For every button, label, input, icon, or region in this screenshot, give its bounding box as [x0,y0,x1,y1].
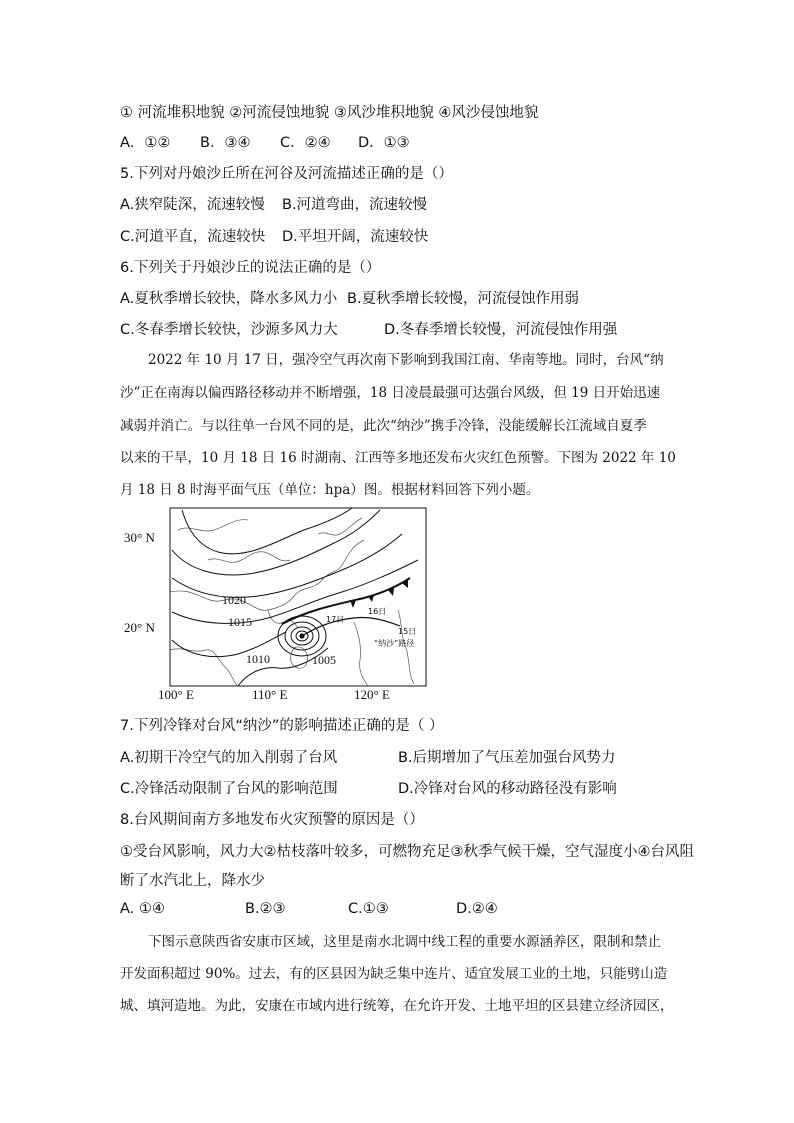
passage2-line-3: 城、填河造地。为此，安康在市域内进行统筹，在允许开发、土地平坦的区县建立经济园区， [120,998,674,1014]
q6-option-b: B.夏秋季增长较慢，河流侵蚀作用弱 [347,291,580,307]
lat-label-30n: 30° N [124,530,155,545]
q8-items-line-1: ①受台风影响，风力大②枯枝落叶较多，可燃物充足③秋季气候干燥，空气湿度小④台风阻 [120,844,694,860]
lon-label-100e: 100° E [158,687,194,702]
q4-option-b: B．③④ [200,135,251,151]
q6-stem: 6.下列关于丹娘沙丘的说法正确的是（） [120,260,381,276]
q7-stem: 7.下列冷锋对台风“纳沙”的影响描述正确的是（ ） [120,718,444,734]
q6-option-c: C.冬春季增长较快，沙源多风力大 [120,322,338,338]
lon-label-110e: 110° E [252,687,288,702]
q4-option-d: D．①③ [358,135,410,151]
passage1-line-4: 以来的干旱，10 月 18 日 16 时湖南、江西等多地还发布火灾红色预警。下图为 2022 年 10 [120,450,676,466]
q8-option-a: A. ①④ [120,901,165,917]
sea-level-pressure-map [118,500,438,705]
q4-items: ① 河流堆积地貌 ②河流侵蚀地貌 ③风沙堆积地貌 ④风沙侵蚀地貌 [120,105,539,121]
passage2-line-2: 开发面积超过 90%。过去，有的区县因为缺乏集中连片、适宜发展工业的土地，只能劈山造 [120,966,668,982]
q8-stem: 8.台风期间南方多地发布火灾预警的原因是（） [120,812,424,828]
q8-option-c: C.①③ [348,901,389,917]
isobar-label-1020: 1020 [222,593,246,607]
passage1-line-3: 减弱并消亡。与以往单一台风不同的是，此次“纳沙”携手冷锋，没能缓解长江流域自夏季 [120,418,647,434]
passage1-line-2: 沙”正在南海以偏西路径移动并不断增强，18 日凌晨最强可达强台风级，但 19 日开始迅速 [120,385,661,401]
track-date-17: 17日 [326,615,345,624]
q7-option-a: A.初期干冷空气的加入削弱了台风 [120,750,338,766]
q5-option-c: C.河道平直，流速较快 [120,229,266,245]
track-label: “纳沙”路径 [374,639,415,648]
passage2-line-1: 下图示意陕西省安康市区域，这里是南水北调中线工程的重要水源涵养区，限制和禁止 [148,934,661,950]
map-frame [170,508,426,686]
q8-option-b: B.②③ [245,901,286,917]
isobar-label-1005: 1005 [312,653,336,667]
q4-option-a: A．①② [120,135,171,151]
q4-option-c: C．②④ [280,135,331,151]
lon-label-120e: 120° E [354,687,390,702]
q6-option-d: D.冬春季增长较慢，河流侵蚀作用强 [384,322,618,338]
q7-option-c: C.冷锋活动限制了台风的影响范围 [120,781,338,797]
q5-option-b: B.河道弯曲，流速较慢 [282,197,428,213]
track-date-15: 15日 [398,627,417,636]
q7-option-b: B.后期增加了气压差加强台风势力 [398,750,616,766]
passage1-line-1: 2022 年 10 月 17 日，强冷空气再次南下影响到我国江南、华南等地。同时，台风“纳 [148,352,664,368]
q8-items-line-2: 断了水汽北上，降水少 [120,873,265,889]
q5-option-d: D.平坦开阔，流速较快 [282,229,429,245]
q6-option-a: A.夏秋季增长较快，降水多风力小 [120,291,338,307]
q5-stem: 5.下列对丹娘沙丘所在河谷及河流描述正确的是（） [120,166,453,182]
passage1-line-5: 月 18 日 8 时海平面气压（单位：hpa）图。根据材料回答下列小题。 [120,482,540,498]
isobar-label-1015: 1015 [228,615,252,629]
q8-option-d: D.②④ [456,901,498,917]
q7-option-d: D.冷锋对台风的移动路径没有影响 [398,781,617,797]
track-date-16: 16日 [368,607,387,616]
q5-option-a: A.狭窄陡深，流速较慢 [120,197,265,213]
isobar-label-1010: 1010 [246,652,270,666]
lat-label-20n: 20° N [124,620,155,635]
